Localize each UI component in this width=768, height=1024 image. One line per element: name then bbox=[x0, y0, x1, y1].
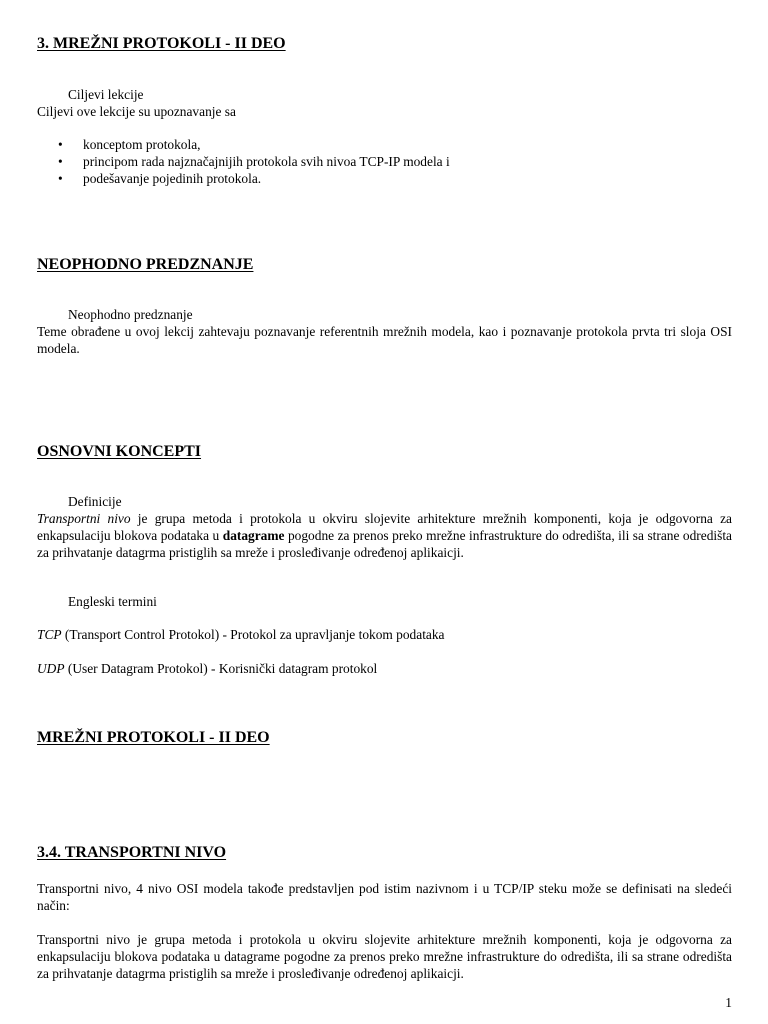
page-title: 3. MREŽNI PROTOKOLI - II DEO bbox=[37, 35, 286, 52]
definicije-label: Definicije bbox=[68, 494, 122, 509]
term-abbr: TCP bbox=[37, 627, 62, 642]
definicija-text-2: pogodne za prenos preko mrežne infrastrukture do odredišta, ili sa strane odredišta za prihvatanje datagrma pristiglih sa mreže i prosleđivanje određenoj aplikaicji. bbox=[37, 528, 732, 560]
definicija-paragraph bbox=[37, 510, 732, 561]
engleski-label: Engleski termini bbox=[68, 594, 157, 609]
ciljevi-intro: Ciljevi ove lekcije su upoznavanje sa bbox=[37, 104, 236, 119]
document-page bbox=[37, 0, 732, 1024]
definicija-text-1: je grupa metoda i protokola u okviru slojevite arhitekture mrežnih komponenti, koja je odgovorna za enkapsulaciju blokova podataka u bbox=[37, 511, 732, 543]
list-item: • konceptom protokola, bbox=[37, 136, 732, 153]
transportni-heading: 3.4. TRANSPORTNI NIVO bbox=[37, 844, 227, 861]
mrezni-heading: MREŽNI PROTOKOLI - II DEO bbox=[37, 729, 270, 746]
ciljevi-list bbox=[37, 136, 732, 187]
term-text: (Transport Control Protokol) - Protokol za upravljanje tokom podataka bbox=[61, 627, 445, 642]
koncepti-heading: OSNOVNI KONCEPTI bbox=[37, 443, 202, 460]
term-tcp bbox=[37, 626, 732, 643]
transportni-para-1: Transportni nivo, 4 nivo OSI modela takođe predstavljen pod istim nazivnom i u TCP/IP steku može se definisati na sledeći način: bbox=[37, 881, 732, 913]
page-number: 1 bbox=[725, 995, 732, 1010]
term-text: (User Datagram Protokol) - Korisnički datagram protokol bbox=[64, 661, 378, 676]
predznanje-label: Neophodno predznanje bbox=[68, 307, 193, 322]
list-item: • podešavanje pojedinih protokola. bbox=[37, 170, 732, 187]
term-abbr: UDP bbox=[37, 661, 65, 676]
definicija-term: Transportni nivo bbox=[37, 511, 131, 526]
predznanje-heading: NEOPHODNO PREDZNANJE bbox=[37, 256, 254, 273]
list-item: • principom rada najznačajnijih protokola svih nivoa TCP-IP modela i bbox=[37, 153, 732, 170]
term-udp bbox=[37, 660, 732, 677]
definicija-bold: datagrame bbox=[222, 528, 285, 543]
transportni-para-2: Transportni nivo je grupa metoda i protokola u okviru slojevite arhitekture mrežnih komponenti, koja je odgovorna za enkapsulaciju blokova podataka u datagrame pogodne za prenos preko mrežne infrastrukture do odredišta, ili sa strane odredišta za prihvatanje datagrma pristiglih sa mreže i prosleđivanje određenoj aplikaicji. bbox=[37, 932, 732, 981]
ciljevi-label: Ciljevi lekcije bbox=[68, 87, 144, 102]
predznanje-text: Teme obrađene u ovoj lekcij zahtevaju poznavanje referentnih mrežnih modela, kao i poznavanje protokola prvta tri sloja OSI modela. bbox=[37, 324, 732, 356]
